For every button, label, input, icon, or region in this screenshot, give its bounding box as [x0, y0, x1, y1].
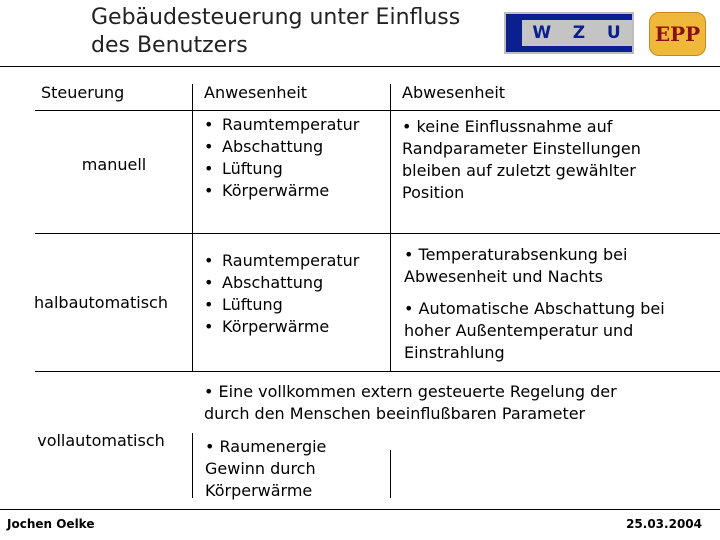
list-item: • Lüftung — [204, 294, 359, 316]
epp-logo: EPP — [649, 12, 706, 56]
list-item: • Raumtemperatur — [204, 114, 359, 136]
grid-hline-row1 — [35, 233, 720, 234]
text-line: • Temperaturabsenkung bei — [404, 245, 628, 264]
row3-presence-text — [205, 436, 326, 502]
title-line-1: Gebäudesteuerung unter Einfluss — [91, 5, 461, 30]
row3-full-text — [204, 381, 617, 425]
grid-hline-header — [35, 110, 720, 111]
footer-author: Jochen Oelke — [7, 517, 95, 531]
text-line: bleiben auf zuletzt gewählter — [402, 161, 636, 180]
text-line: • Automatische Abschattung bei — [404, 299, 665, 318]
row-label-vollautomatisch: vollautomatisch — [37, 431, 165, 450]
row-label-manuell: manuell — [81, 155, 147, 174]
grid-hline-row2 — [35, 371, 720, 372]
list-item: • Körperwärme — [204, 316, 359, 338]
wzu-letter-u: U — [606, 23, 622, 43]
grid-vline-1 — [192, 84, 193, 371]
text-line: • keine Einflussnahme auf — [402, 117, 613, 136]
row1-presence-list — [204, 114, 359, 202]
page-title — [91, 4, 460, 60]
text-line: • Raumenergie — [205, 437, 327, 456]
grid-vline-3 — [192, 433, 193, 498]
text-line: Körperwärme — [205, 481, 313, 500]
grid-vline-4 — [390, 450, 391, 498]
text-line: • Eine vollkommen extern gesteuerte Regelung der — [204, 382, 617, 401]
wzu-logo-letters — [522, 20, 632, 46]
text-line: hoher Außentemperatur und — [404, 321, 634, 340]
wzu-letter-w: W — [532, 23, 553, 43]
list-item: • Körperwärme — [204, 180, 359, 202]
header-rule — [0, 66, 720, 67]
list-item: • Abschattung — [204, 272, 359, 294]
title-line-2: des Benutzers — [91, 33, 248, 58]
text-line: Randparameter Einstellungen — [402, 139, 641, 158]
row1-absence-text — [402, 116, 641, 204]
list-item: • Lüftung — [204, 158, 359, 180]
col-header-abwesenheit: Abwesenheit — [402, 83, 506, 102]
grid-vline-2 — [390, 84, 391, 371]
row2-absence-block-2 — [404, 298, 665, 364]
wzu-logo — [504, 12, 634, 54]
row-label-halbautomatisch: halbautomatisch — [34, 293, 168, 312]
col-header-anwesenheit: Anwesenheit — [204, 83, 308, 102]
text-line: durch den Menschen beeinflußbaren Parameter — [204, 404, 586, 423]
row2-presence-list — [204, 250, 359, 338]
wzu-letter-z: Z — [572, 23, 587, 43]
footer-date: 25.03.2004 — [626, 517, 702, 531]
text-line: Gewinn durch — [205, 459, 316, 478]
footer-rule — [0, 509, 720, 510]
row2-absence-block-1 — [404, 244, 627, 288]
text-line: Position — [402, 183, 465, 202]
text-line: Abwesenheit und Nachts — [404, 267, 603, 286]
col-header-steuerung: Steuerung — [41, 83, 125, 102]
list-item: • Raumtemperatur — [204, 250, 359, 272]
text-line: Einstrahlung — [404, 343, 505, 362]
list-item: • Abschattung — [204, 136, 359, 158]
